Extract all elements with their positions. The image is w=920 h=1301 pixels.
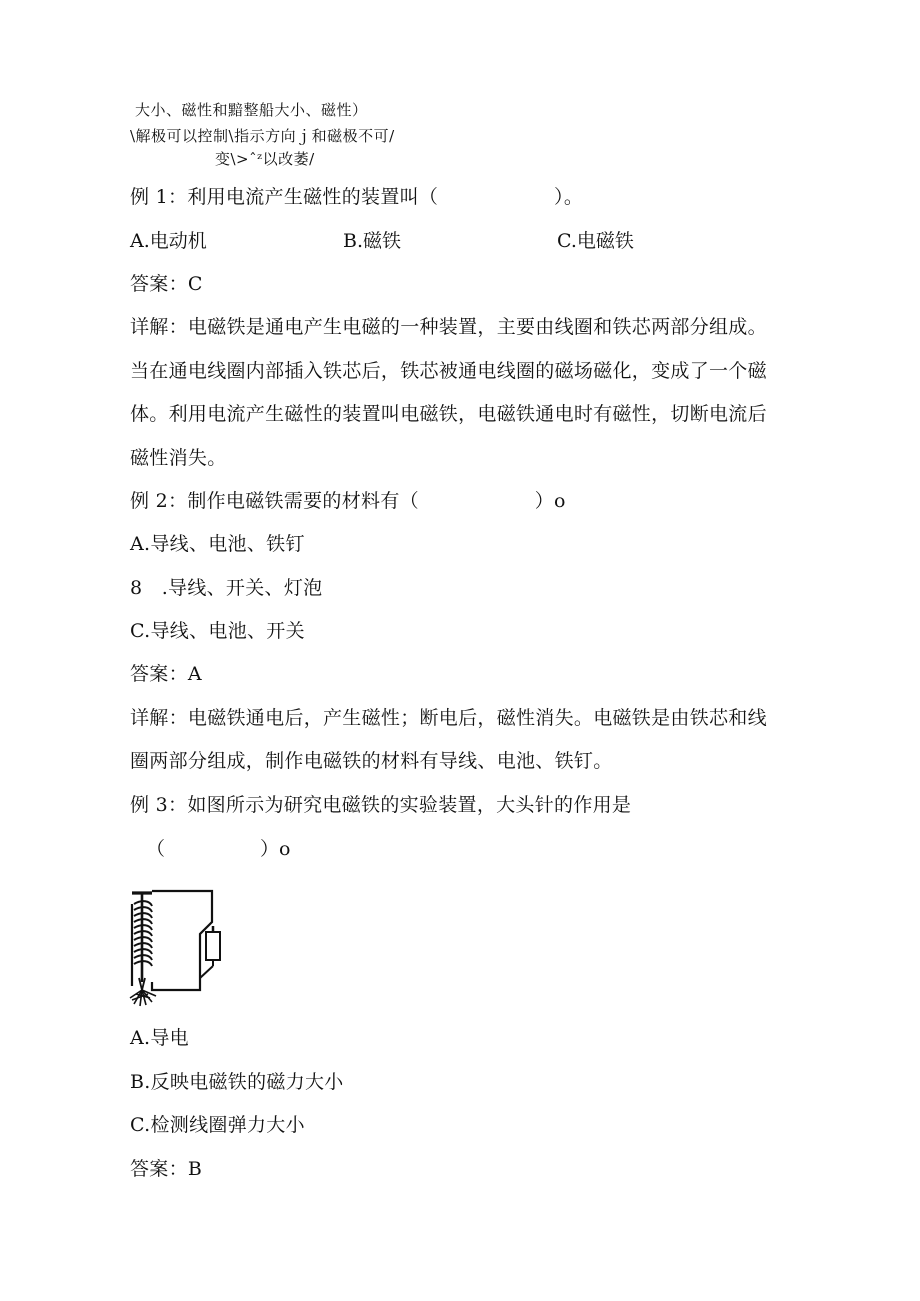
example-1-question: 例 1：利用电流产生磁性的装置叫（ ）。 (130, 186, 584, 208)
example-3-option-a: A.导电 (130, 1027, 189, 1049)
example-1-answer: 答案：C (130, 273, 203, 295)
example-1-explanation-line-2: 当在通电线圈内部插入铁芯后，铁芯被通电线圈的磁场磁化，变成了一个磁 (130, 360, 767, 382)
example-3-answer-blank: （ ）o (146, 838, 291, 860)
example-1-explanation-line-1: 详解：电磁铁是通电产生电磁的一种装置，主要由线圈和铁芯两部分组成。 (130, 316, 767, 338)
example-2-option-b: 8 .导线、开关、灯泡 (130, 577, 323, 599)
example-3-option-c: C.检测线圈弹力大小 (130, 1114, 305, 1136)
example-1-option-a: A.电动机 (130, 230, 207, 252)
example-1-explanation-line-3: 体。利用电流产生磁性的装置叫电磁铁，电磁铁通电时有磁性，切断电流后 (130, 403, 767, 425)
example-1-explanation-line-4: 磁性消失。 (130, 447, 227, 469)
example-3-option-b: B.反映电磁铁的磁力大小 (130, 1071, 344, 1093)
battery (206, 932, 220, 960)
battery-return-wire (200, 966, 213, 978)
example-2-explanation-line-1: 详解：电磁铁通电后，产生磁性；断电后，磁性消失。电磁铁是由铁芯和线 (130, 707, 767, 729)
example-2-option-a: A.导线、电池、铁钉 (130, 533, 305, 555)
electromagnet-circuit-figure (126, 886, 226, 1012)
pins-cluster (130, 990, 156, 1006)
example-2-question: 例 2：制作电磁铁需要的材料有（ ）o (130, 490, 566, 512)
example-2-option-c: C.导线、电池、开关 (130, 620, 305, 642)
fragment-line-3: 变\>ˆᶻ以改萎/ (215, 150, 315, 168)
example-2-answer: 答案：A (130, 663, 202, 685)
example-1-option-b: B.磁铁 (343, 230, 402, 252)
fragment-line-2: \解极可以控制\指示方向ｊ和磁极不可/ (130, 127, 395, 145)
example-3-answer: 答案：B (130, 1158, 203, 1180)
example-2-explanation-line-2: 圈两部分组成，制作电磁铁的材料有导线、电池、铁钉。 (130, 750, 613, 772)
fragment-line-1: 大小、磁性和黯整船大小、磁性） (135, 101, 368, 119)
example-3-question: 例 3：如图所示为研究电磁铁的实验装置，大头针的作用是 (130, 794, 632, 816)
example-1-option-c: C.电磁铁 (557, 230, 634, 252)
